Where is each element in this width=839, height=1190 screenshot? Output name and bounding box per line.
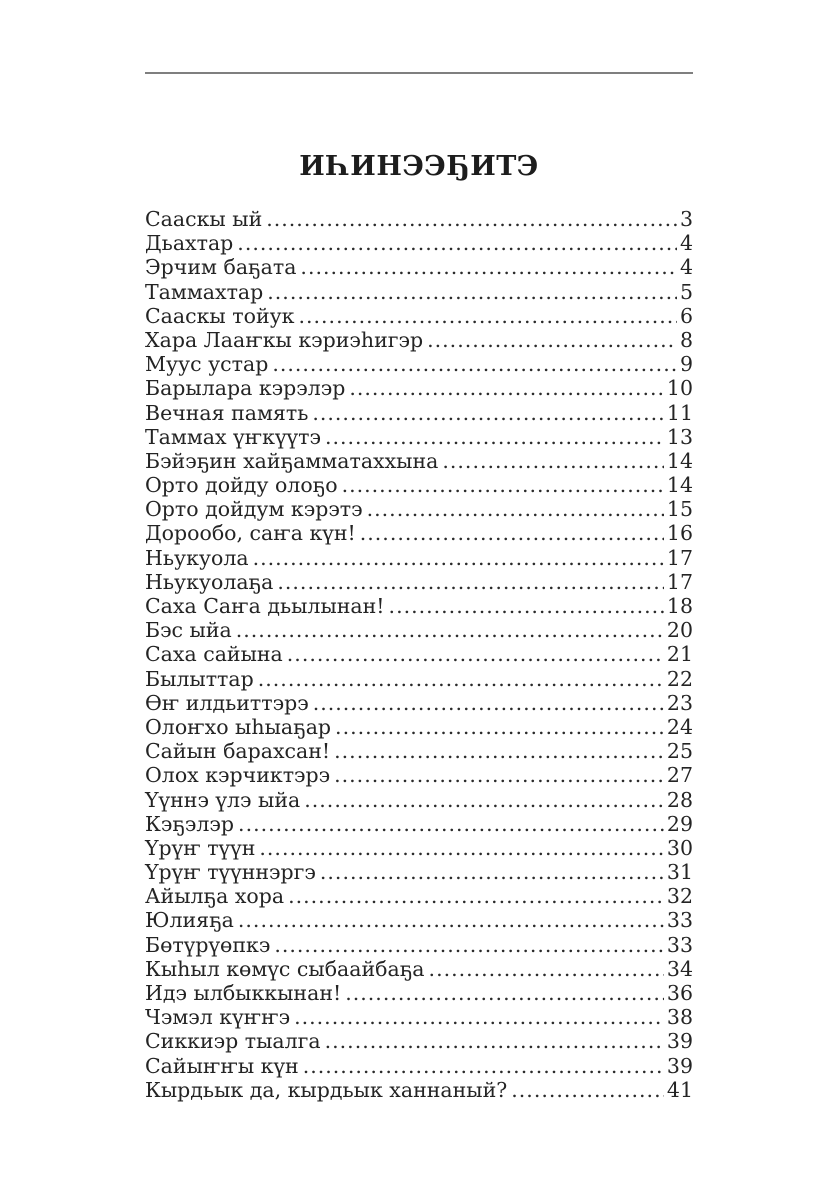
toc-entry-title: Орто дойду олоҕо (145, 473, 338, 498)
toc-dot-leader (511, 1078, 664, 1102)
toc-entry-title: Ньукуола (145, 545, 249, 570)
toc-page-number: 27 (666, 763, 693, 788)
toc-dot-leader (304, 788, 664, 812)
toc-page-number: 14 (666, 473, 693, 498)
toc-page-number: 28 (666, 787, 693, 812)
toc-row (145, 425, 693, 449)
toc-page-number: 5 (679, 279, 693, 304)
toc-dot-leader (429, 957, 664, 981)
toc-row (145, 860, 693, 884)
toc-dot-leader (238, 908, 664, 932)
toc-dot-leader (288, 884, 664, 908)
toc-dot-leader (334, 739, 664, 763)
toc-page-number: 4 (679, 231, 693, 256)
toc-entry-title: Саха сайына (145, 642, 283, 667)
toc-dot-leader (259, 836, 664, 860)
toc-entry-title: Дорообо, саҥа күн! (145, 521, 356, 546)
toc-row (145, 521, 693, 545)
toc-dot-leader (300, 255, 677, 279)
toc-dot-leader (287, 642, 664, 666)
toc-dot-leader (325, 1029, 664, 1053)
toc-entry-title: Идэ ылбыккынан! (145, 981, 342, 1005)
toc-entry-title: Кырдьык да, кырдьык ханнаный? (145, 1077, 508, 1102)
toc-entry-title: Сиккиэр тыалга (145, 1029, 321, 1054)
toc-dot-leader (349, 376, 664, 400)
toc-row (145, 376, 693, 400)
toc-entry-title: Бэйэҕин хайҕамматаххына (145, 448, 439, 473)
toc-entry-title: Вечная память (145, 400, 309, 425)
toc-entry-title: Кыһыл көмүс сыбаайбаҕа (145, 956, 425, 981)
toc-row (145, 1029, 693, 1053)
toc-dot-leader (427, 328, 677, 352)
toc-row (145, 570, 693, 594)
toc-entry-title: Чэмэл күҥҥэ (145, 1005, 291, 1030)
toc-entry-title: Үрүҥ түүн (145, 835, 256, 860)
table-of-contents (145, 207, 693, 1102)
toc-dot-leader (325, 425, 664, 449)
toc-page-number: 17 (666, 545, 693, 570)
toc-page-number: 38 (666, 1005, 693, 1030)
toc-dot-leader (238, 812, 664, 836)
toc-row (145, 280, 693, 304)
toc-row (145, 981, 693, 1005)
toc-dot-leader (303, 1054, 664, 1078)
toc-dot-leader (345, 981, 664, 1005)
toc-entry-title: Былыттар (145, 666, 254, 691)
toc-dot-leader (312, 401, 664, 425)
toc-entry-title: Үрүҥ түүннэргэ (145, 860, 316, 885)
toc-row (145, 207, 693, 231)
toc-page-number: 22 (666, 666, 693, 691)
toc-entry-title: Таммах үҥкүүтэ (145, 424, 321, 449)
toc-row (145, 812, 693, 836)
toc-page-number: 29 (666, 811, 693, 836)
toc-page-number: 11 (666, 400, 693, 425)
toc-page-number: 16 (666, 521, 693, 546)
toc-page-number: 21 (666, 642, 693, 667)
toc-row (145, 546, 693, 570)
toc-dot-leader (272, 352, 677, 376)
toc-dot-leader (266, 207, 677, 231)
toc-page-number: 23 (666, 690, 693, 715)
toc-page-number: 31 (666, 860, 693, 885)
toc-dot-leader (258, 667, 664, 691)
toc-dot-leader (267, 280, 677, 304)
toc-row (145, 715, 693, 739)
page-title: ИҺИНЭЭҔИТЭ (299, 151, 539, 182)
toc-entry-title: Айылҕа хора (145, 884, 285, 909)
toc-entry-title: Эрчим баҕата (145, 255, 297, 280)
toc-row (145, 255, 693, 279)
header-rule (145, 72, 693, 74)
toc-page-number: 4 (679, 255, 693, 280)
toc-page-number: 20 (666, 618, 693, 643)
toc-entry-title: Олох кэрчиктэрэ (145, 763, 331, 788)
toc-page-number: 33 (666, 908, 693, 933)
toc-entry-title: Орто дойдум кэрэтэ (145, 497, 363, 522)
toc-dot-leader (335, 715, 664, 739)
toc-page-number: 24 (666, 714, 693, 739)
toc-page-number: 30 (666, 835, 693, 860)
toc-dot-leader (342, 473, 664, 497)
toc-row (145, 836, 693, 860)
toc-row (145, 788, 693, 812)
toc-row (145, 763, 693, 787)
toc-row (145, 401, 693, 425)
toc-dot-leader (277, 570, 664, 594)
toc-row (145, 304, 693, 328)
toc-entry-title: Сайыҥҥы күн (145, 1053, 299, 1078)
toc-page-number: 32 (666, 884, 693, 909)
toc-row (145, 933, 693, 957)
toc-page-number: 9 (679, 352, 693, 377)
toc-row (145, 594, 693, 618)
toc-dot-leader (367, 497, 664, 521)
toc-page-number: 39 (666, 1029, 693, 1054)
toc-page-number: 41 (666, 1077, 693, 1102)
toc-page-number: 17 (666, 569, 693, 594)
toc-entry-title: Бөтүрүөпкэ (145, 932, 271, 957)
toc-entry-title: Сайын барахсан! (145, 739, 331, 764)
toc-entry-title: Сааскы ый (145, 207, 263, 231)
toc-dot-leader (237, 231, 677, 255)
toc-row (145, 642, 693, 666)
toc-row (145, 328, 693, 352)
toc-entry-title: Сааскы тойук (145, 303, 295, 328)
toc-row (145, 1005, 693, 1029)
toc-page-number: 33 (666, 932, 693, 957)
toc-page-number: 13 (666, 424, 693, 449)
toc-dot-leader (313, 691, 664, 715)
toc-row (145, 691, 693, 715)
toc-page-number: 6 (679, 303, 693, 328)
toc-page-number: 8 (679, 327, 693, 352)
toc-entry-title: Үүннэ үлэ ыйа (145, 787, 301, 812)
toc-entry-title: Юлияҕа (145, 908, 234, 933)
toc-entry-title: Муус устар (145, 352, 269, 377)
toc-dot-leader (298, 304, 676, 328)
toc-entry-title: Ньукуолаҕа (145, 569, 274, 594)
toc-row (145, 957, 693, 981)
toc-page-number: 25 (666, 739, 693, 764)
toc-dot-leader (253, 546, 664, 570)
toc-dot-leader (294, 1005, 664, 1029)
toc-row (145, 473, 693, 497)
toc-row (145, 449, 693, 473)
toc-dot-leader (360, 521, 664, 545)
toc-dot-leader (236, 618, 664, 642)
toc-page-number: 34 (666, 956, 693, 981)
toc-page-number: 39 (666, 1053, 693, 1078)
toc-dot-leader (389, 594, 664, 618)
toc-page-number: 14 (666, 448, 693, 473)
toc-row (145, 1054, 693, 1078)
toc-entry-title: Бэс ыйа (145, 618, 232, 643)
toc-entry-title: Олоҥхо ыһыаҕар (145, 714, 332, 739)
toc-page-number: 18 (666, 594, 693, 618)
toc-row (145, 618, 693, 642)
toc-entry-title: Саха Саҥа дьылынан! (145, 594, 385, 618)
toc-page-number: 3 (679, 207, 693, 231)
toc-entry-title: Кэҕэлэр (145, 811, 235, 836)
toc-row (145, 739, 693, 763)
toc-row (145, 231, 693, 255)
toc-page-number: 10 (666, 376, 693, 401)
toc-page-number: 15 (666, 497, 693, 522)
toc-dot-leader (442, 449, 664, 473)
toc-page-number: 36 (666, 981, 693, 1005)
toc-row (145, 497, 693, 521)
toc-row (145, 352, 693, 376)
toc-row (145, 884, 693, 908)
toc-dot-leader (274, 933, 664, 957)
toc-dot-leader (334, 763, 664, 787)
toc-row (145, 667, 693, 691)
toc-dot-leader (320, 860, 664, 884)
toc-entry-title: Барылара кэрэлэр (145, 376, 346, 401)
toc-entry-title: Хара Лааҥкы кэриэһигэр (145, 327, 424, 352)
toc-row (145, 908, 693, 932)
toc-entry-title: Таммахтар (145, 279, 264, 304)
toc-row (145, 1078, 693, 1102)
toc-entry-title: Өҥ илдьиттэрэ (145, 690, 309, 715)
toc-entry-title: Дьахтар (145, 231, 234, 256)
